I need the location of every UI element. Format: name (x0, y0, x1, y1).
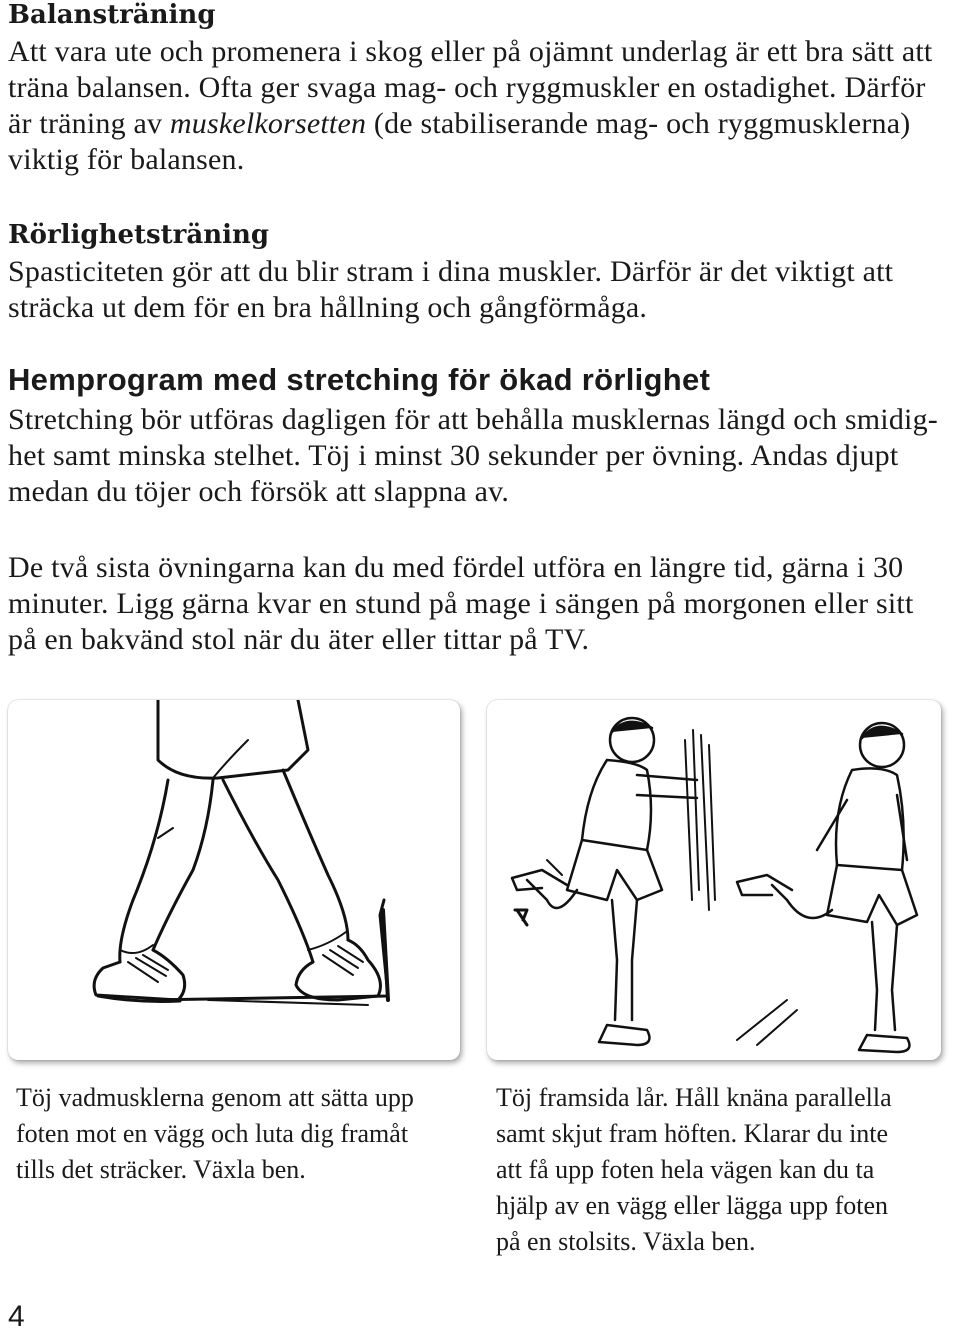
paragraph-program-2 (8, 550, 952, 658)
text-fragment: är träning av (8, 107, 170, 140)
text-line (8, 106, 952, 142)
caption-line: Töj vadmusklerna genom att sätta upp (16, 1083, 414, 1112)
paragraph-mobility (8, 254, 952, 326)
caption-line: Töj framsida lår. Håll knäna parallella (496, 1083, 892, 1112)
heading-balance: Balansträning (8, 0, 216, 30)
text-line: viktig för balansen. (8, 143, 245, 176)
text-fragment: (de stabiliserande mag- och ryggmusklerna) (366, 107, 911, 140)
figure-calf-stretch (8, 700, 460, 1060)
caption-line: tills det sträcker. Växla ben. (16, 1155, 306, 1184)
text-line: het samt minska stelhet. Töj i minst 30 sekunder per övning. Andas djupt (8, 439, 899, 472)
caption-line: hjälp av en vägg eller lägga upp foten (496, 1191, 889, 1220)
heading-mobility: Rörlighetsträning (8, 220, 270, 250)
text-line: Att vara ute och promenera i skog eller på ojämnt underlag är ett bra sätt att (8, 35, 933, 68)
thigh-stretch-illustration (487, 700, 941, 1060)
caption-line: på en stolsits. Växla ben. (496, 1227, 756, 1256)
text-line: minuter. Ligg gärna kvar en stund på mage i sängen på morgonen eller sitt (8, 587, 914, 620)
paragraph-program-1 (8, 402, 952, 510)
text-line: sträcka ut dem för en bra hållning och gångförmåga. (8, 291, 648, 324)
paragraph-balance (8, 34, 952, 178)
text-line: De två sista övningarna kan du med fördel utföra en längre tid, gärna i 30 (8, 551, 904, 584)
emphasis-term: muskelkorsetten (169, 107, 367, 140)
caption-line: att få upp foten hela vägen kan du ta (496, 1155, 875, 1184)
text-line: träna balansen. Ofta ger svaga mag- och ryggmuskler en ostadighet. Därför (8, 71, 926, 104)
text-line: Spasticiteten gör att du blir stram i dina muskler. Därför är det viktigt att (8, 255, 894, 288)
text-line: på en bakvänd stol när du äter eller tittar på TV. (8, 623, 590, 656)
caption-line: samt skjut fram höften. Klarar du inte (496, 1119, 889, 1148)
caption-calf-stretch (16, 1080, 456, 1188)
text-line: Stretching bör utföras dagligen för att behålla musklernas längd och smidig- (8, 403, 938, 436)
text-line: medan du töjer och försök att slappna av. (8, 475, 510, 508)
page-number: 4 (8, 1300, 25, 1333)
caption-thigh-stretch (496, 1080, 946, 1260)
figure-thigh-stretch (487, 700, 941, 1060)
calf-stretch-illustration (8, 700, 460, 1060)
caption-line: foten mot en vägg och luta dig framåt (16, 1119, 409, 1148)
heading-program: Hemprogram med stretching för ökad rörlighet (8, 362, 711, 397)
